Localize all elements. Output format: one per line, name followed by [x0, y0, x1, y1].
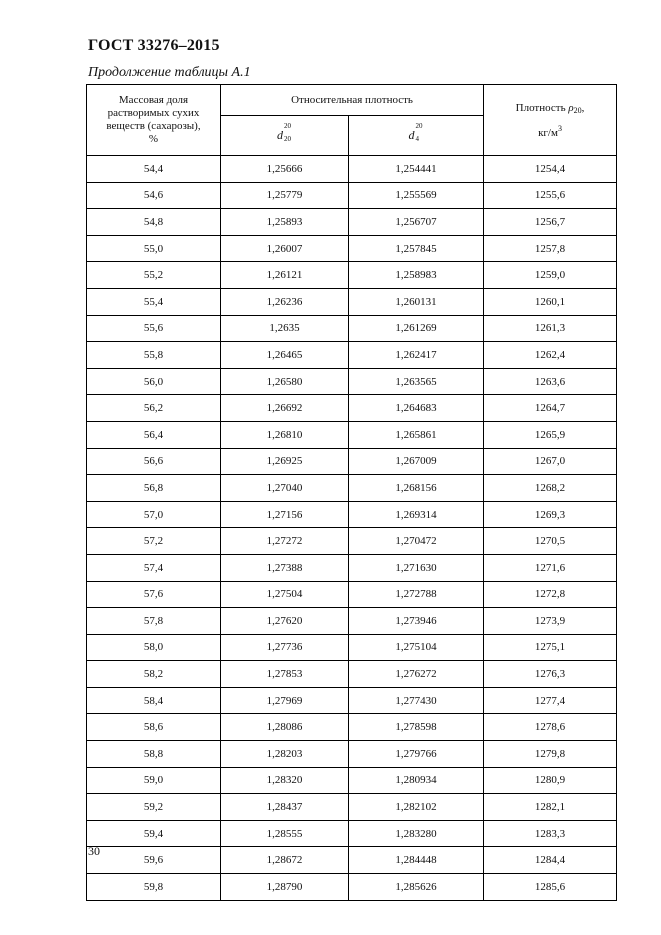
cell-density: 1259,0	[484, 262, 617, 289]
cell-relative-density-d20-4: 1,263565	[349, 368, 484, 395]
table-row	[87, 209, 617, 236]
header-mass-fraction-line: Массовая доля	[118, 94, 189, 106]
table-row	[87, 421, 617, 448]
cell-relative-density-d20-20: 1,28086	[221, 714, 349, 741]
cell-density: 1277,4	[484, 687, 617, 714]
table-row	[87, 661, 617, 688]
cell-relative-density-d20-20: 1,28555	[221, 820, 349, 847]
table-continuation-caption: Продолжение таблицы А.1	[88, 65, 251, 80]
header-mass-fraction	[87, 85, 221, 156]
header-mass-fraction-line: %	[148, 133, 159, 145]
cell-mass-fraction: 55,6	[87, 315, 221, 342]
cell-density: 1255,6	[484, 182, 617, 209]
symbol-superscript: 20	[284, 122, 291, 131]
cell-relative-density-d20-4: 1,262417	[349, 342, 484, 369]
table-row	[87, 767, 617, 794]
table-row	[87, 288, 617, 315]
cell-mass-fraction: 58,4	[87, 687, 221, 714]
cell-relative-density-d20-20: 1,26007	[221, 235, 349, 262]
cell-relative-density-d20-4: 1,257845	[349, 235, 484, 262]
cell-relative-density-d20-20: 1,25666	[221, 156, 349, 183]
cell-density: 1262,4	[484, 342, 617, 369]
density-table	[86, 84, 617, 901]
table-row	[87, 608, 617, 635]
table-row	[87, 448, 617, 475]
cell-mass-fraction: 58,6	[87, 714, 221, 741]
cell-density: 1263,6	[484, 368, 617, 395]
cell-relative-density-d20-4: 1,273946	[349, 608, 484, 635]
cell-relative-density-d20-20: 1,27620	[221, 608, 349, 635]
cell-relative-density-d20-4: 1,278598	[349, 714, 484, 741]
cell-relative-density-d20-20: 1,27040	[221, 475, 349, 502]
cell-relative-density-d20-4: 1,270472	[349, 528, 484, 555]
table-row	[87, 554, 617, 581]
rho-symbol: ρ	[568, 101, 574, 114]
rho-subscript: 20	[573, 105, 582, 115]
symbol-base: d	[408, 128, 415, 143]
cell-mass-fraction: 57,4	[87, 554, 221, 581]
cell-mass-fraction: 58,2	[87, 661, 221, 688]
cell-density: 1272,8	[484, 581, 617, 608]
cell-relative-density-d20-4: 1,264683	[349, 395, 484, 422]
cell-density: 1284,4	[484, 847, 617, 874]
cell-relative-density-d20-4: 1,254441	[349, 156, 484, 183]
table-row	[87, 820, 617, 847]
cell-relative-density-d20-4: 1,280934	[349, 767, 484, 794]
cell-density: 1275,1	[484, 634, 617, 661]
table-row	[87, 687, 617, 714]
cell-relative-density-d20-20: 1,28320	[221, 767, 349, 794]
cell-relative-density-d20-20: 1,25779	[221, 182, 349, 209]
table-row	[87, 182, 617, 209]
cell-relative-density-d20-20: 1,27388	[221, 554, 349, 581]
cell-mass-fraction: 54,6	[87, 182, 221, 209]
cell-mass-fraction: 55,4	[87, 288, 221, 315]
cell-mass-fraction: 54,8	[87, 209, 221, 236]
symbol-d20-4	[408, 122, 425, 144]
header-density-unit: кг/м	[538, 126, 558, 139]
table-row	[87, 395, 617, 422]
symbol-base: d	[277, 128, 283, 143]
cell-mass-fraction: 59,2	[87, 794, 221, 821]
cell-relative-density-d20-4: 1,275104	[349, 634, 484, 661]
cell-mass-fraction: 56,2	[87, 395, 221, 422]
cell-density: 1267,0	[484, 448, 617, 475]
cell-density: 1265,9	[484, 421, 617, 448]
cell-relative-density-d20-4: 1,268156	[349, 475, 484, 502]
header-d20-4	[349, 116, 484, 156]
table-row	[87, 714, 617, 741]
header-mass-fraction-line: веществ (сахарозы),	[106, 120, 201, 132]
table-row	[87, 741, 617, 768]
cell-relative-density-d20-4: 1,269314	[349, 501, 484, 528]
cell-density: 1273,9	[484, 608, 617, 635]
cell-relative-density-d20-4: 1,279766	[349, 741, 484, 768]
cell-density: 1279,8	[484, 741, 617, 768]
cell-density: 1257,8	[484, 235, 617, 262]
cell-density: 1264,7	[484, 395, 617, 422]
cell-relative-density-d20-4: 1,261269	[349, 315, 484, 342]
cell-mass-fraction: 56,4	[87, 421, 221, 448]
table-row	[87, 156, 617, 183]
cell-density: 1270,5	[484, 528, 617, 555]
cell-density: 1282,1	[484, 794, 617, 821]
cell-mass-fraction: 59,4	[87, 820, 221, 847]
cell-relative-density-d20-4: 1,282102	[349, 794, 484, 821]
cell-relative-density-d20-20: 1,26692	[221, 395, 349, 422]
cell-density: 1271,6	[484, 554, 617, 581]
cell-relative-density-d20-20: 1,26236	[221, 288, 349, 315]
header-density-trail: ,	[581, 101, 585, 114]
table-row	[87, 634, 617, 661]
cell-relative-density-d20-20: 1,26925	[221, 448, 349, 475]
header-relative-density: Относительная плотность	[221, 85, 484, 116]
header-density-label: Плотность	[515, 101, 566, 114]
cell-density: 1256,7	[484, 209, 617, 236]
header-density	[484, 85, 617, 156]
cell-density: 1268,2	[484, 475, 617, 502]
cell-density: 1260,1	[484, 288, 617, 315]
table-row	[87, 315, 617, 342]
cell-density: 1283,3	[484, 820, 617, 847]
page-number: 30	[88, 844, 100, 858]
table-row	[87, 874, 617, 901]
cell-relative-density-d20-4: 1,260131	[349, 288, 484, 315]
cell-density: 1254,4	[484, 156, 617, 183]
cell-relative-density-d20-20: 1,27969	[221, 687, 349, 714]
cell-relative-density-d20-4: 1,255569	[349, 182, 484, 209]
cell-mass-fraction: 55,2	[87, 262, 221, 289]
table-row	[87, 368, 617, 395]
table-row	[87, 501, 617, 528]
cell-density: 1261,3	[484, 315, 617, 342]
cell-mass-fraction: 57,8	[87, 608, 221, 635]
cell-relative-density-d20-20: 1,28790	[221, 874, 349, 901]
cell-mass-fraction: 54,4	[87, 156, 221, 183]
cell-relative-density-d20-20: 1,26810	[221, 421, 349, 448]
cell-relative-density-d20-4: 1,277430	[349, 687, 484, 714]
cell-relative-density-d20-20: 1,28437	[221, 794, 349, 821]
cell-relative-density-d20-20: 1,28203	[221, 741, 349, 768]
cell-mass-fraction: 56,8	[87, 475, 221, 502]
table-row	[87, 794, 617, 821]
table-row	[87, 475, 617, 502]
cell-relative-density-d20-4: 1,272788	[349, 581, 484, 608]
unit-superscript: 3	[557, 123, 562, 133]
cell-density: 1280,9	[484, 767, 617, 794]
cell-mass-fraction: 56,6	[87, 448, 221, 475]
cell-relative-density-d20-20: 1,26580	[221, 368, 349, 395]
cell-density: 1269,3	[484, 501, 617, 528]
table-body	[87, 156, 617, 901]
symbol-superscript: 20	[415, 122, 423, 131]
table-row	[87, 342, 617, 369]
cell-relative-density-d20-20: 1,26121	[221, 262, 349, 289]
cell-mass-fraction: 59,0	[87, 767, 221, 794]
table-row	[87, 262, 617, 289]
cell-relative-density-d20-4: 1,271630	[349, 554, 484, 581]
cell-relative-density-d20-4: 1,283280	[349, 820, 484, 847]
document-title: ГОСТ 33276–2015	[88, 37, 220, 54]
cell-mass-fraction: 59,8	[87, 874, 221, 901]
cell-mass-fraction: 59,6	[87, 847, 221, 874]
cell-relative-density-d20-20: 1,27853	[221, 661, 349, 688]
table-row	[87, 847, 617, 874]
cell-mass-fraction: 58,8	[87, 741, 221, 768]
cell-relative-density-d20-4: 1,284448	[349, 847, 484, 874]
cell-mass-fraction: 57,2	[87, 528, 221, 555]
cell-relative-density-d20-20: 1,25893	[221, 209, 349, 236]
table-row	[87, 581, 617, 608]
cell-relative-density-d20-20: 1,2635	[221, 315, 349, 342]
cell-relative-density-d20-20: 1,26465	[221, 342, 349, 369]
cell-relative-density-d20-20: 1,28672	[221, 847, 349, 874]
cell-relative-density-d20-4: 1,285626	[349, 874, 484, 901]
cell-relative-density-d20-4: 1,267009	[349, 448, 484, 475]
cell-relative-density-d20-20: 1,27156	[221, 501, 349, 528]
cell-relative-density-d20-20: 1,27272	[221, 528, 349, 555]
cell-relative-density-d20-20: 1,27504	[221, 581, 349, 608]
symbol-d20-20	[276, 122, 293, 144]
header-mass-fraction-line: растворимых сухих	[107, 107, 200, 119]
header-d20-20	[221, 116, 349, 156]
cell-relative-density-d20-20: 1,27736	[221, 634, 349, 661]
table-row	[87, 235, 617, 262]
cell-relative-density-d20-4: 1,258983	[349, 262, 484, 289]
cell-density: 1276,3	[484, 661, 617, 688]
cell-mass-fraction: 55,0	[87, 235, 221, 262]
cell-density: 1278,6	[484, 714, 617, 741]
cell-relative-density-d20-4: 1,265861	[349, 421, 484, 448]
cell-mass-fraction: 57,6	[87, 581, 221, 608]
cell-mass-fraction: 57,0	[87, 501, 221, 528]
symbol-subscript: 20	[284, 135, 291, 144]
cell-relative-density-d20-4: 1,256707	[349, 209, 484, 236]
cell-relative-density-d20-4: 1,276272	[349, 661, 484, 688]
cell-mass-fraction: 56,0	[87, 368, 221, 395]
cell-mass-fraction: 55,8	[87, 342, 221, 369]
cell-density: 1285,6	[484, 874, 617, 901]
table-row	[87, 528, 617, 555]
symbol-subscript: 4	[415, 135, 419, 144]
cell-mass-fraction: 58,0	[87, 634, 221, 661]
